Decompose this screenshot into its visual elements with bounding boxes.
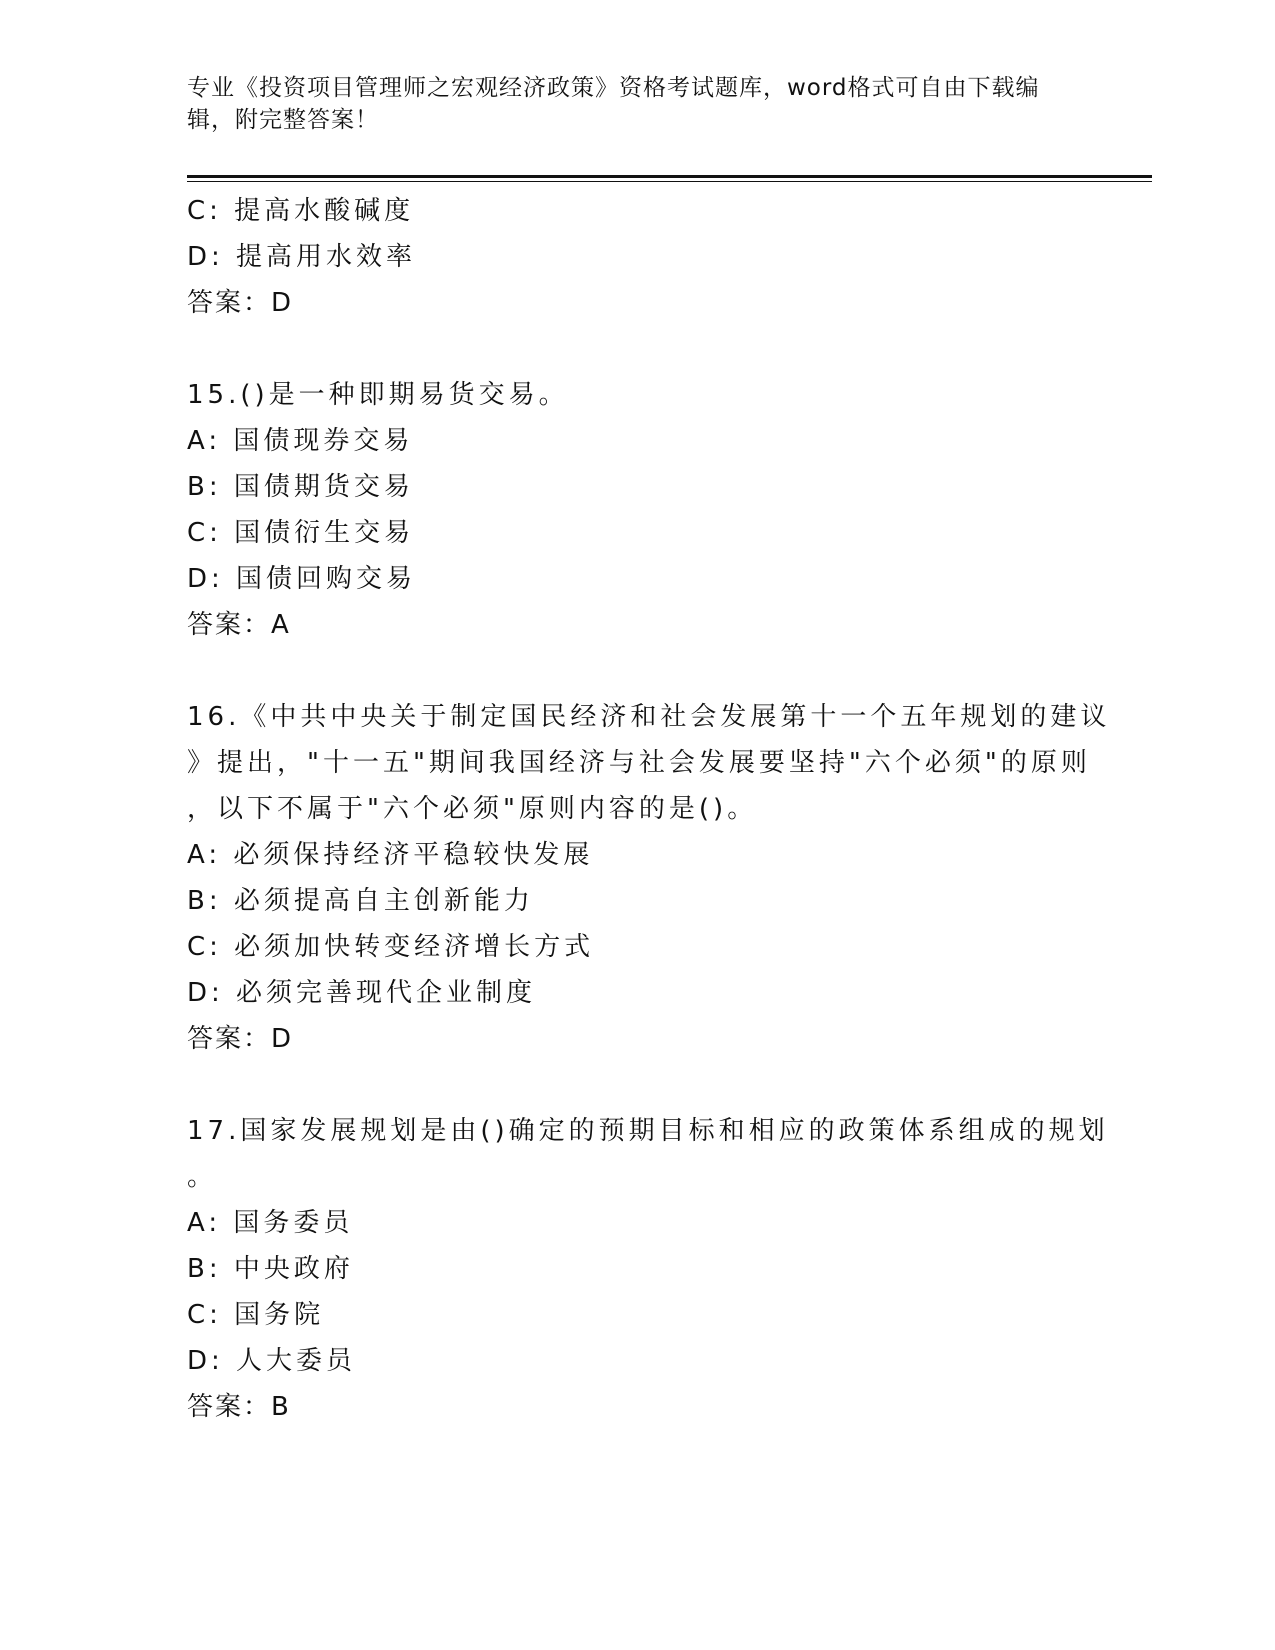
option-c: C: 提高水酸碱度 [187,196,415,226]
option-b: B: 国债期货交易 [187,472,414,502]
option-c: C: 必须加快转变经济增长方式 [187,932,595,962]
header-divider-thin [187,181,1152,182]
option-a: A: 必须保持经济平稳较快发展 [187,840,594,870]
spacer [187,1062,1087,1108]
header-line-2: 辑，附完整答案！ [187,107,379,133]
question-14 [187,188,1087,326]
question-stem-line-2: 》提出，"十一五"期间我国经济与社会发展要坚持"六个必须"的原则 [187,748,1091,778]
question-stem-line-1: 17.国家发展规划是由()确定的预期目标和相应的政策体系组成的规划 [187,1116,1109,1146]
option-a: A: 国务委员 [187,1208,354,1238]
option-c: C: 国债衍生交易 [187,518,415,548]
spacer [187,326,1087,372]
question-stem-line-3: ，以下不属于"六个必须"原则内容的是()。 [187,794,758,824]
option-b: B: 中央政府 [187,1254,354,1284]
option-d: D: 必须完善现代企业制度 [187,978,537,1008]
question-list [187,188,1111,1430]
question-15 [187,372,1087,648]
option-a: A: 国债现券交易 [187,426,414,456]
question-16 [187,694,1111,1062]
header-divider-thick [187,175,1152,178]
option-d: D: 提高用水效率 [187,242,417,272]
answer-line: 答案：A [187,610,291,640]
option-d: D: 人大委员 [187,1346,357,1376]
question-stem-line-1: 16.《中共中央关于制定国民经济和社会发展第十一个五年规划的建议 [187,702,1111,732]
option-c: C: 国务院 [187,1300,325,1330]
answer-line: 答案：D [187,1024,294,1054]
header-line-1: 专业《投资项目管理师之宏观经济政策》资格考试题库，word格式可自由下载编 [187,75,1040,101]
question-stem: 15.()是一种即期易货交易。 [187,380,569,410]
option-b: B: 必须提高自主创新能力 [187,886,534,916]
spacer [187,648,1087,694]
question-17 [187,1108,1109,1430]
answer-line: 答案：D [187,288,294,318]
answer-line: 答案：B [187,1392,291,1422]
document-header [187,72,1087,136]
option-d: D: 国债回购交易 [187,564,417,594]
question-stem-line-2: 。 [187,1162,218,1192]
